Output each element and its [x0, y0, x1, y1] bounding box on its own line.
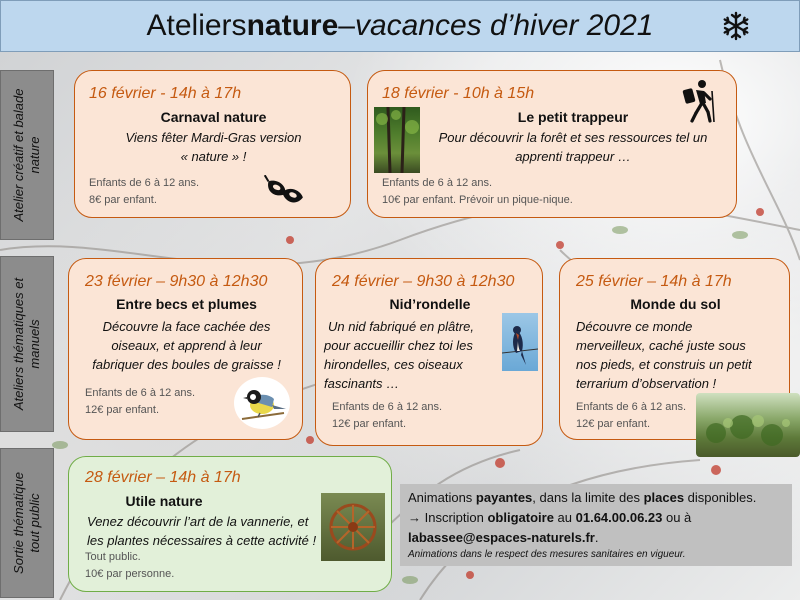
desc-line: Pour découvrir la forêt et ses ressources tel un	[438, 130, 708, 145]
event-description	[69, 317, 304, 374]
section-label-line: Sortie thématique	[11, 472, 26, 574]
desc-line: Découvre la face cachée des	[102, 319, 271, 334]
price-line: 12€ par enfant.	[576, 418, 651, 430]
event-date: 18 février - 10h à 15h	[382, 85, 535, 102]
event-description	[418, 128, 728, 166]
event-description	[75, 128, 352, 166]
info-bold: obligatoire	[487, 510, 554, 525]
section-label-ateliers-thematiques	[0, 256, 54, 432]
desc-line: « nature » !	[180, 149, 247, 164]
info-text: disponibles.	[684, 490, 757, 505]
info-line-payant	[408, 488, 784, 508]
section-label-line: manuels	[27, 319, 42, 369]
event-card-carnaval[interactable]	[74, 70, 351, 218]
event-card-nid-rondelle[interactable]	[315, 258, 543, 446]
desc-line: les plantes nécessaires à cette activité !	[87, 533, 317, 548]
snowflake-icon	[721, 11, 751, 41]
event-audience	[85, 549, 174, 583]
desc-line: merveilleux, caché juste sous	[576, 338, 746, 353]
event-audience	[89, 175, 199, 209]
desc-line: hirondelles, ces oiseaux	[324, 357, 463, 372]
info-sanitary-note: Animations dans le respect des mesures sanitaires en vigueur.	[408, 549, 686, 560]
info-bold: places	[643, 490, 685, 505]
event-card-utile-nature[interactable]	[68, 456, 392, 592]
info-text: Animations	[408, 490, 476, 505]
title-italic: vacances d’hiver 2021	[354, 9, 654, 42]
info-text: , dans la limite des	[532, 490, 644, 505]
info-line-email	[408, 528, 784, 548]
title-dash: –	[338, 9, 355, 42]
audience-line: Enfants de 6 à 12 ans.	[576, 401, 687, 413]
event-card-monde-du-sol[interactable]	[559, 258, 790, 440]
info-text: au	[553, 510, 576, 525]
desc-line: nos pieds, et construis un petit	[576, 357, 752, 372]
info-text: .	[594, 530, 599, 545]
event-card-petit-trappeur[interactable]	[367, 70, 737, 218]
info-line-inscription	[408, 508, 784, 528]
price-line: 10€ par personne.	[85, 568, 175, 580]
audience-line: Enfants de 6 à 12 ans.	[382, 177, 493, 189]
event-name: Monde du sol	[630, 296, 721, 312]
event-date: 24 février – 9h30 à 12h30	[332, 273, 515, 290]
audience-line: Enfants de 6 à 12 ans.	[89, 177, 200, 189]
title-bold: nature	[246, 9, 339, 42]
registration-info	[400, 484, 792, 566]
audience-line: Enfants de 6 à 12 ans.	[85, 387, 196, 399]
section-label-line: tout public	[27, 493, 42, 553]
info-text: → Inscription	[408, 510, 488, 525]
section-label-sortie-thematique	[0, 448, 54, 598]
moss-photo	[696, 393, 800, 457]
forest-photo	[374, 107, 420, 173]
event-audience	[576, 399, 686, 433]
price-line: 12€ par enfant.	[332, 418, 407, 430]
section-label-line: nature	[27, 136, 42, 174]
desc-line: fascinants …	[324, 376, 400, 391]
phone-number[interactable]: 01.64.00.06.23	[575, 510, 663, 525]
desc-line: Découvre ce monde	[576, 319, 693, 334]
price-line: 10€ par enfant. Prévoir un pique-nique.	[382, 194, 573, 206]
event-audience	[85, 385, 195, 419]
info-bold: payantes	[475, 490, 533, 505]
desc-line: pour accueillir chez toi les	[324, 338, 473, 353]
event-name: Entre becs et plumes	[116, 296, 257, 312]
section-label-line: Ateliers thématiques et	[11, 277, 26, 411]
event-date: 28 février – 14h à 17h	[85, 469, 241, 486]
event-audience	[332, 399, 442, 433]
basketry-photo	[321, 493, 385, 561]
price-line: 8€ par enfant.	[89, 194, 157, 206]
info-text: ou à	[662, 510, 692, 525]
event-card-entre-becs-et-plumes[interactable]	[68, 258, 303, 440]
swallow-photo	[502, 313, 538, 371]
event-date: 23 février – 9h30 à 12h30	[85, 273, 268, 290]
title-prefix: Ateliers	[146, 9, 247, 42]
event-audience	[382, 175, 573, 209]
section-label-line: Atelier créatif et balade	[11, 88, 26, 222]
section-label-atelier-creatif	[0, 70, 54, 240]
event-description	[324, 317, 504, 393]
desc-line: Viens fêter Mardi-Gras version	[125, 130, 302, 145]
mask-icon	[261, 175, 307, 211]
audience-line: Enfants de 6 à 12 ans.	[332, 401, 443, 413]
event-name: Carnaval nature	[160, 109, 267, 125]
event-name: Utile nature	[125, 493, 203, 509]
desc-line: terrarium d’observation !	[576, 376, 717, 391]
event-description	[576, 317, 788, 393]
desc-line: Un nid fabriqué en plâtre,	[328, 319, 474, 334]
desc-line: oiseaux, et apprend à leur	[111, 338, 262, 353]
audience-line: Tout public.	[85, 551, 141, 563]
desc-line: Venez découvrir l’art de la vannerie, et	[87, 514, 309, 529]
event-date: 16 février - 14h à 17h	[89, 85, 242, 102]
desc-line: apprenti trappeur …	[515, 149, 631, 164]
event-name: Nid’rondelle	[389, 296, 471, 312]
hiker-icon	[678, 79, 718, 123]
desc-line: fabriquer des boules de graisse !	[92, 357, 281, 372]
great-tit-bird-illustration	[232, 375, 292, 431]
price-line: 12€ par enfant.	[85, 404, 160, 416]
event-date: 25 février – 14h à 17h	[576, 273, 732, 290]
email-address[interactable]: labassee@espaces-naturels.fr	[408, 530, 595, 545]
page-title	[0, 0, 800, 52]
event-name: Le petit trappeur	[517, 109, 629, 125]
